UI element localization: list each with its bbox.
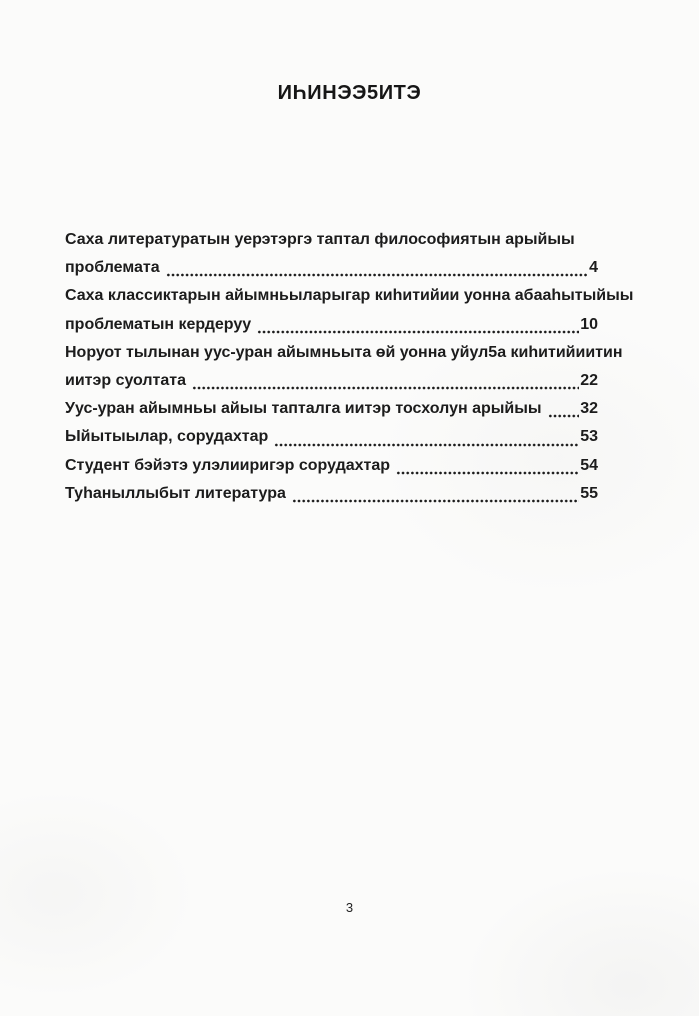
toc-entry-line: [65, 282, 634, 310]
toc-entry-text: Норуот тылынан уус-уран айымньыта өй уонна уйул5а киһитийиитин: [65, 343, 623, 361]
toc-entry-page-number: 22: [580, 371, 598, 389]
dot-leader: [257, 311, 579, 339]
toc-entry-page-number: 4: [589, 259, 598, 277]
dot-leader: [292, 480, 579, 508]
table-of-contents: [65, 226, 634, 508]
toc-entry-text: проблематын кердеруу: [65, 315, 252, 333]
page-title: ИҺИНЭЭ5ИТЭ: [277, 82, 422, 104]
dot-leader: [192, 367, 579, 395]
toc-entry-line: [65, 226, 598, 254]
dot-leader: [274, 423, 579, 451]
toc-entry-text: проблемата: [65, 259, 160, 277]
toc-entry-text: Студент бэйэтэ улэлииригэр сорудахтар: [65, 456, 391, 474]
toc-entry-line: [65, 395, 598, 423]
toc-entry-page-number: 10: [580, 315, 598, 333]
toc-entry-text: Туһаныллыбыт литература: [65, 484, 286, 502]
toc-entry-text: Саха литературатын уерэтэргэ таптал философиятын арыйыы: [65, 231, 575, 248]
toc-entry-page-number: 55: [580, 484, 598, 502]
toc-entry-line: [65, 311, 598, 339]
toc-entry-line: [65, 254, 598, 282]
toc-entry-page-number: 32: [580, 400, 598, 418]
toc-entry-line: [65, 480, 598, 508]
toc-entry-page-number: 53: [580, 428, 598, 446]
toc-entry-text: Саха классиктарын айымньыларыгар киһитийии уонна абааһытыйыы: [65, 287, 634, 305]
dot-leader: [548, 395, 580, 423]
page-number: 3: [345, 900, 354, 915]
toc-entry-line: [65, 339, 623, 367]
toc-entry-line: [65, 423, 598, 451]
toc-entry-text: Ыйытыылар, сорудахтар: [65, 428, 269, 446]
toc-entry-page-number: 54: [580, 456, 598, 474]
toc-entry-text: иитэр суолтата: [65, 371, 186, 389]
toc-entry-text: Уус-уран айымньы айыы тапталга иитэр тосхолун арыйыы: [65, 400, 542, 418]
dot-leader: [396, 452, 579, 480]
toc-entry-line: [65, 367, 598, 395]
toc-entry-line: [65, 452, 598, 480]
dot-leader: [166, 254, 589, 282]
